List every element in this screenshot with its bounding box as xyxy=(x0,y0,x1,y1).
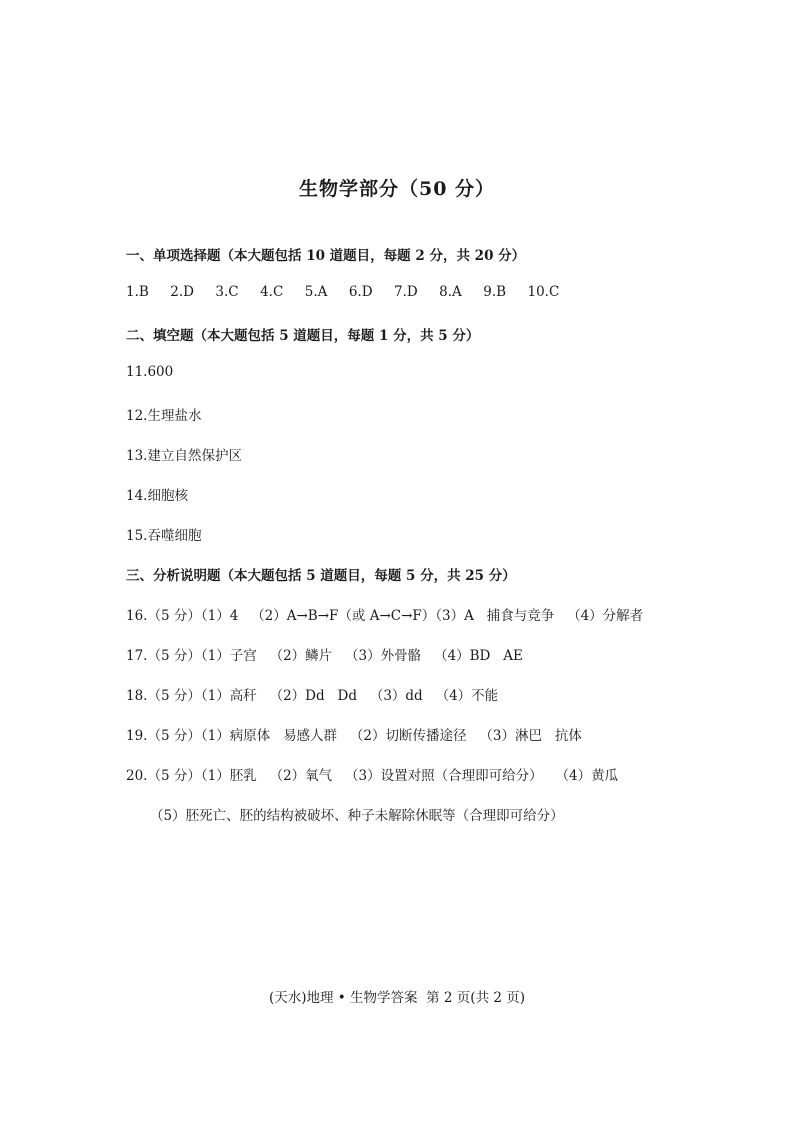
page-title: 生物学部分（50 分） xyxy=(298,178,496,200)
page-footer: (天水)地理 • 生物学答案 第 2 页(共 2 页) xyxy=(268,990,526,1006)
answer-item: 14.细胞核 xyxy=(126,488,188,504)
answer-item: 11.600 xyxy=(126,364,174,380)
answer-item: 19.（5 分）（1）病原体 易感人群 （2）切断传播途径 （3）淋巴 抗体 xyxy=(126,728,582,744)
answer-item: 18.（5 分）（1）高秆 （2）Dd Dd （3）dd （4）不能 xyxy=(126,688,499,704)
answer-item: 15.吞噬细胞 xyxy=(126,528,202,544)
answer-item: 16.（5 分）（1）4 （2）A→B→F（或 A→C→F）（3）A 捕食与竞争 （4）分解者 xyxy=(126,608,644,624)
section-heading-fill-blank: 二、填空题（本大题包括 5 道题目，每题 1 分，共 5 分） xyxy=(126,328,480,344)
answer-item: 12.生理盐水 xyxy=(126,408,202,424)
section-heading-single-choice: 一、单项选择题（本大题包括 10 道题目，每题 2 分，共 20 分） xyxy=(126,248,526,264)
answer-item-continuation: （5）胚死亡、胚的结构被破坏、种子未解除休眠等（合理即可给分） xyxy=(150,808,564,824)
single-choice-answers: 1.B 2.D 3.C 4.C 5.A 6.D 7.D 8.A 9.B 10.C xyxy=(126,284,560,300)
answer-item: 17.（5 分）（1）子宫 （2）鳞片 （3）外骨骼 （4）BD AE xyxy=(126,648,523,664)
section-heading-analysis: 三、分析说明题（本大题包括 5 道题目，每题 5 分，共 25 分） xyxy=(126,568,516,584)
answer-item: 13.建立自然保护区 xyxy=(126,448,242,464)
answer-item: 20.（5 分）（1）胚乳 （2）氧气 （3）设置对照（合理即可给分） （4）黄瓜 xyxy=(126,768,619,784)
